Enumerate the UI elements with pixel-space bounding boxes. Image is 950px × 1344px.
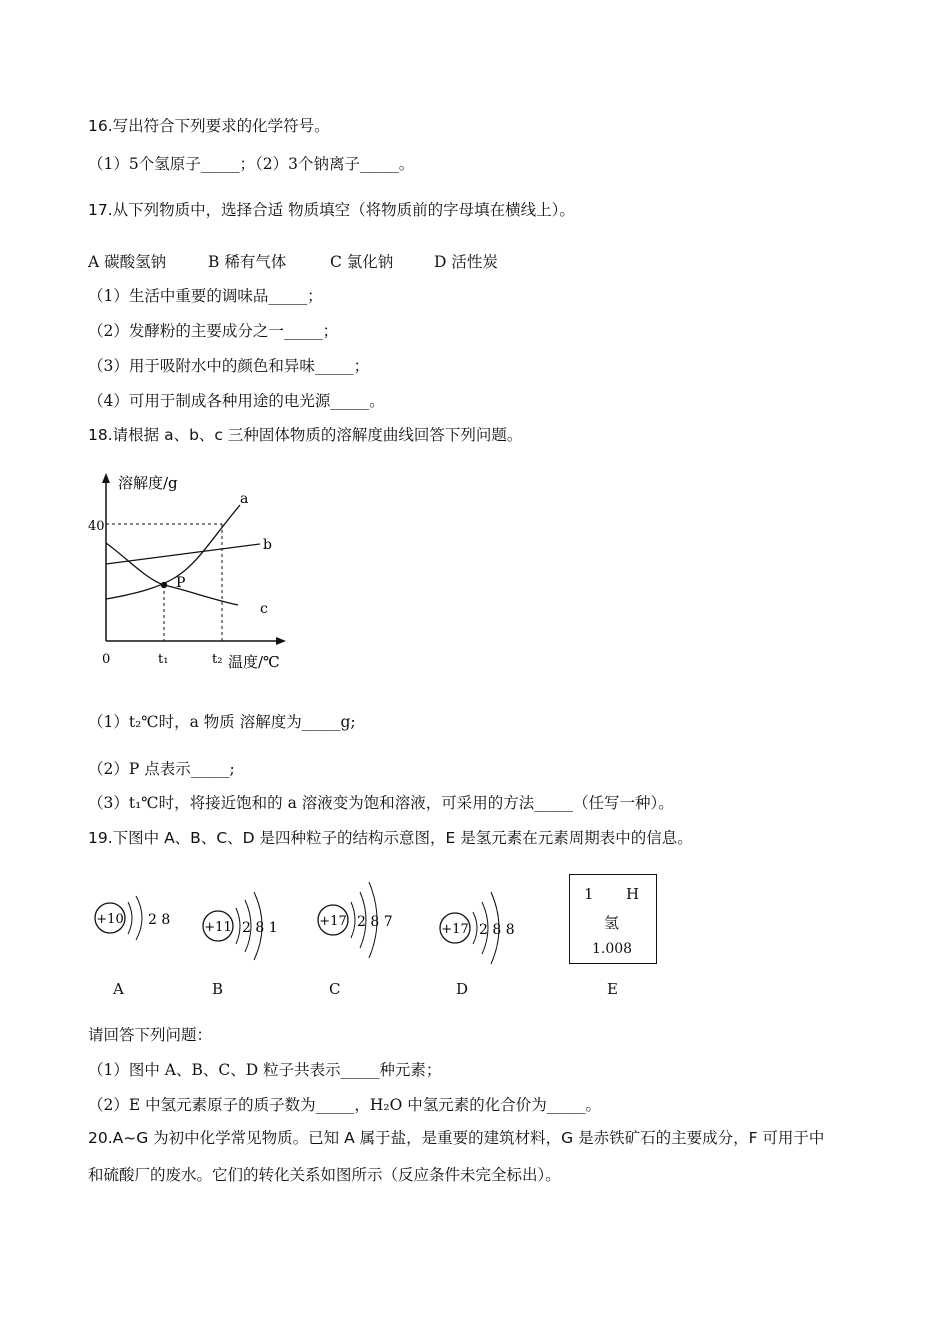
- q19-title: 19.下图中 A、B、C、D 是四种粒子的结构示意图，E 是氢元素在元素周期表中的信息。: [88, 829, 693, 847]
- element-mass: 1.008: [592, 941, 633, 957]
- q17-title: 17.从下列物质中，选择合适 物质填空（将物质前的字母填在横线上）。: [88, 201, 575, 219]
- q19-item-2: （2）E 中氢元素原子的质子数为_____，H₂O 中氢元素的化合价为_____。: [88, 1096, 601, 1114]
- q17-item-2: （2）发酵粉的主要成分之一_____；: [88, 322, 339, 340]
- atom-d-label: D: [456, 980, 469, 998]
- q17-option-d: D 活性炭: [434, 253, 498, 271]
- q17-option-b: B 稀有气体: [208, 253, 287, 271]
- atom-b-label: B: [212, 980, 224, 998]
- q19-prompt: 请回答下列问题：: [88, 1026, 213, 1044]
- atom-a-nucleus: +10: [96, 912, 124, 927]
- q17-item-4: （4）可用于制成各种用途的电光源_____。: [88, 392, 385, 410]
- y-axis-label: 溶解度/g: [118, 474, 178, 492]
- q19-item-1: （1）图中 A、B、C、D 粒子共表示_____种元素；: [88, 1061, 442, 1079]
- q20-line-2: 和硫酸厂的废水。它们的转化关系如图所示（反应条件未完全标出）。: [88, 1166, 561, 1184]
- q16-title: 16.写出符合下列要求的化学符号。: [88, 117, 330, 135]
- q18-title: 18.请根据 a、b、c 三种固体物质的溶解度曲线回答下列问题。: [88, 426, 523, 444]
- atom-diagram-a: [90, 872, 180, 967]
- q17-option-c: C 氯化钠: [330, 253, 394, 271]
- atom-b-shells: 2 8 1: [242, 920, 278, 936]
- atom-a-label: A: [113, 980, 124, 998]
- q18-item-3: （3）t₁℃时，将接近饱和的 a 溶液变为饱和溶液，可采用的方法_____（任写一种）。: [88, 794, 674, 812]
- q17-item-1: （1）生活中重要的调味品_____；: [88, 287, 323, 305]
- atom-b-nucleus: +11: [204, 920, 232, 935]
- x-tick-t1: t₁: [158, 652, 169, 667]
- curve-a: [106, 505, 240, 599]
- q17-option-a: A 碳酸氢钠: [88, 253, 167, 271]
- x-axis-arrow: [276, 637, 286, 645]
- atom-d-nucleus: +17: [441, 922, 469, 937]
- q16-line: （1）5个氢原子_____；（2）3个钠离子_____。: [88, 155, 415, 173]
- q18-item-2: （2）P 点表示_____;: [88, 760, 235, 778]
- y-axis-arrow: [102, 473, 110, 483]
- series-label-a: a: [240, 491, 249, 507]
- x-tick-t2: t₂: [212, 652, 223, 667]
- element-name: 氢: [604, 914, 620, 932]
- atom-diagram-b: [198, 870, 293, 970]
- element-box-e: [569, 874, 657, 964]
- q17-item-3: （3）用于吸附水中的颜色和异味_____；: [88, 357, 370, 375]
- atom-c-label: C: [329, 980, 341, 998]
- q20-line-1: 20.A~G 为初中化学常见物质。已知 A 属于盐，是重要的建筑材料，G 是赤铁矿石的主要成分，F 可用于中: [88, 1129, 825, 1147]
- atom-c-shells: 2 8 7: [357, 914, 393, 930]
- atom-diagram-d: [435, 870, 530, 970]
- atom-diagram-c: [313, 862, 408, 967]
- element-atomic-number: 1: [584, 885, 594, 903]
- series-label-c: c: [260, 601, 268, 617]
- element-e-label: E: [607, 980, 618, 998]
- q18-item-1: （1）t₂℃时，a 物质 溶解度为_____g;: [88, 713, 356, 731]
- atom-a-shells: 2 8: [148, 912, 171, 928]
- y-tick-40: 40: [88, 519, 105, 534]
- x-axis-label: 温度/℃: [228, 653, 280, 671]
- solubility-chart: [80, 465, 320, 680]
- point-p: [161, 582, 167, 588]
- element-symbol: H: [626, 885, 640, 903]
- atom-c-nucleus: +17: [319, 914, 347, 929]
- origin-label: 0: [102, 652, 111, 667]
- series-label-b: b: [263, 537, 272, 553]
- point-p-label: P: [176, 575, 186, 591]
- atom-d-shells: 2 8 8: [479, 922, 515, 938]
